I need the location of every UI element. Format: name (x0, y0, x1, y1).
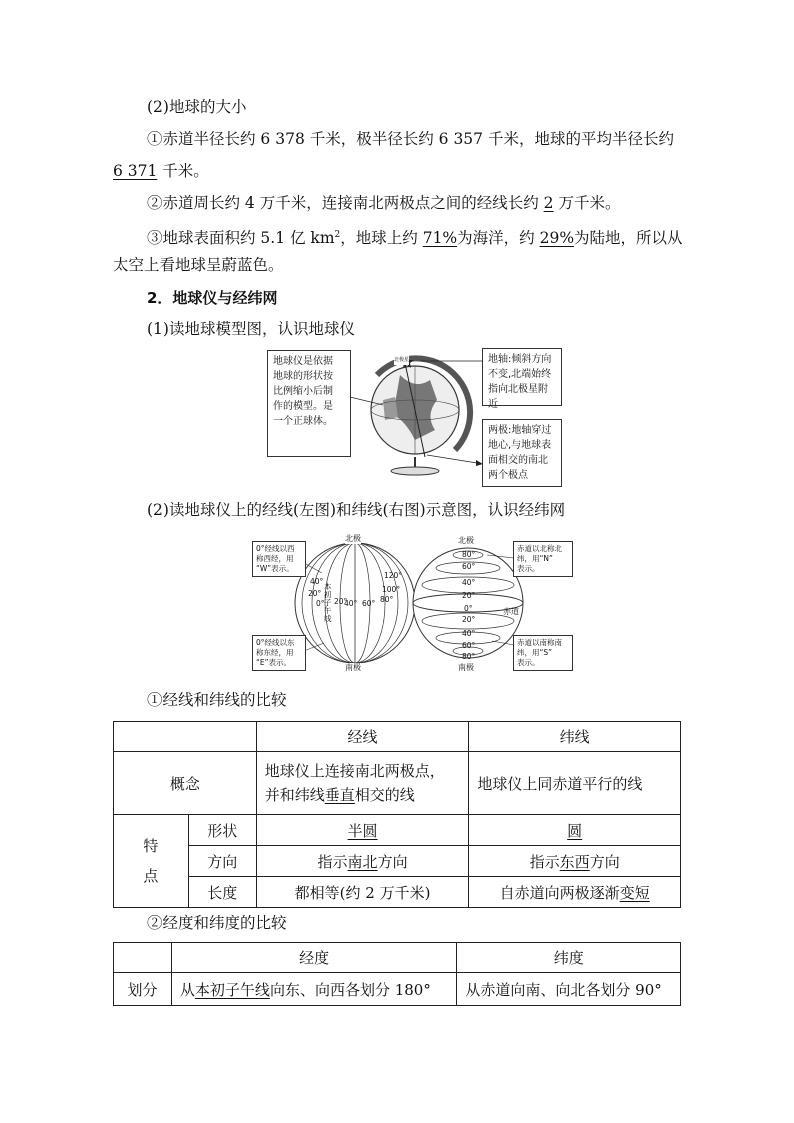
graticule-figure (252, 533, 582, 675)
lon-label: 80° (380, 595, 394, 604)
col-header-weixian: 纬线 (469, 722, 681, 752)
south-latitude-box: 赤道以南称南 纬，用“S” 表示。 (513, 635, 573, 671)
direction-weixian: 指示东西方向 (469, 846, 681, 877)
lon-label: 100° (382, 585, 401, 594)
row-label-features: 特 点 (114, 815, 189, 908)
lon-label: 40° (310, 577, 324, 586)
longitude-latitude-table (113, 942, 681, 1006)
land-percent: 29% (539, 229, 575, 248)
globe-definition-box: 地球仪是依据 地球的形状按 比例缩小后制 作的模型。是 一个正球体。 (267, 350, 351, 457)
section2-title: 2．地球仪与经纬网 (147, 289, 278, 307)
lat-label: 80° (462, 652, 476, 661)
lat-label: 20° (462, 591, 476, 600)
row-label-division: 划分 (114, 973, 172, 1006)
division-jingdu: 从本初子午线向东、向西各划分 180° (171, 973, 456, 1006)
lon-label: 60° (362, 599, 376, 608)
division-weidu: 从赤道向南、向北各划分 90° (457, 973, 681, 1006)
west-longitude-box: 0°经线以西 称西经，用 “W”表示。 (252, 541, 306, 577)
shape-jingxian: 半圆 (256, 815, 469, 846)
lat-label: 20° (462, 615, 476, 624)
south-pole-label-right: 南极 (458, 663, 474, 672)
lon-label: 40° (344, 599, 358, 608)
radius-answer: 6 371 (113, 162, 158, 180)
ocean-percent: 71% (422, 229, 458, 248)
col-header-weidu: 纬度 (457, 943, 681, 973)
lon-label: 20° (334, 597, 348, 606)
col-header-jingdu: 经度 (171, 943, 456, 973)
table1-caption: ①经线和纬线的比较 (147, 691, 287, 709)
axis-box: 地轴:倾斜方向 不变,北端始终 指向北极星附近 (482, 348, 562, 406)
row-label-shape: 形状 (188, 815, 256, 846)
south-pole-label-left: 南极 (345, 663, 361, 672)
row-label-length: 长度 (188, 877, 256, 908)
lon-label: 20° (308, 589, 322, 598)
concept-jingxian: 地球仪上连接南北两极点， 并和纬线垂直相交的线 (256, 752, 469, 815)
row-label-concept: 概念 (114, 752, 257, 815)
section2-sub1: (1)读地球模型图，认识地球仪 (147, 320, 355, 338)
length-jingxian: 都相等(约 2 万千米) (256, 877, 469, 908)
size-heading: (2)地球的大小 (147, 98, 247, 116)
globe-figure (265, 345, 565, 480)
lon-label: 0° (316, 599, 325, 608)
size-line3: ③地球表面积约 5.1 亿 $km^2$，地球上约 71%为海洋，约 29%为陆地，所以从 (147, 229, 683, 248)
lat-label: 0° (464, 604, 473, 613)
north-latitude-box: 赤道以北称北 纬，用“N” 表示。 (513, 541, 573, 577)
table2-caption: ②经度和纬度的比较 (147, 914, 287, 932)
lat-label: 60° (462, 641, 476, 650)
east-longitude-box: 0°经线以东 称东经，用 “E”表示。 (252, 635, 306, 671)
lat-label: 40° (462, 578, 476, 587)
meridian-parallel-table (113, 721, 681, 908)
size-line1-cont: 6 371 千米。 (113, 162, 209, 180)
prime-meridian-label: 本初子午线 (324, 582, 332, 623)
length-weixian: 自赤道向两极逐渐变短 (469, 877, 681, 908)
poles-box: 两极:地轴穿过 地心,与地球表 面相交的南北 两个极点 (482, 419, 562, 487)
north-pole-label-left: 北极 (345, 534, 361, 543)
size-line3-cont: 太空上看地球呈蔚蓝色。 (113, 256, 284, 274)
concept-weixian: 地球仪上同赤道平行的线 (469, 752, 681, 815)
lat-label: 60° (462, 562, 476, 571)
row-label-direction: 方向 (188, 846, 256, 877)
meridian-length-answer: 2 (543, 194, 554, 212)
col-header-jingxian: 经线 (256, 722, 469, 752)
lat-label: 80° (462, 550, 476, 559)
north-pole-label-right: 北极 (458, 536, 474, 545)
size-line1: ①赤道半径长约 6 378 千米，极半径长约 6 357 千米，地球的平均半径长约 (147, 130, 674, 148)
lat-label: 40° (462, 629, 476, 638)
section2-sub2: (2)读地球仪上的经线(左图)和纬线(右图)示意图，认识经纬网 (147, 501, 566, 519)
equator-label: 赤道 (503, 607, 519, 616)
direction-jingxian: 指示南北方向 (256, 846, 469, 877)
size-line2: ②赤道周长约 4 万千米，连接南北两极点之间的经线长约 2 万千米。 (147, 194, 621, 212)
shape-weixian: 圆 (469, 815, 681, 846)
star-label: 北极星 (394, 357, 410, 363)
lon-label: 120° (384, 571, 403, 580)
